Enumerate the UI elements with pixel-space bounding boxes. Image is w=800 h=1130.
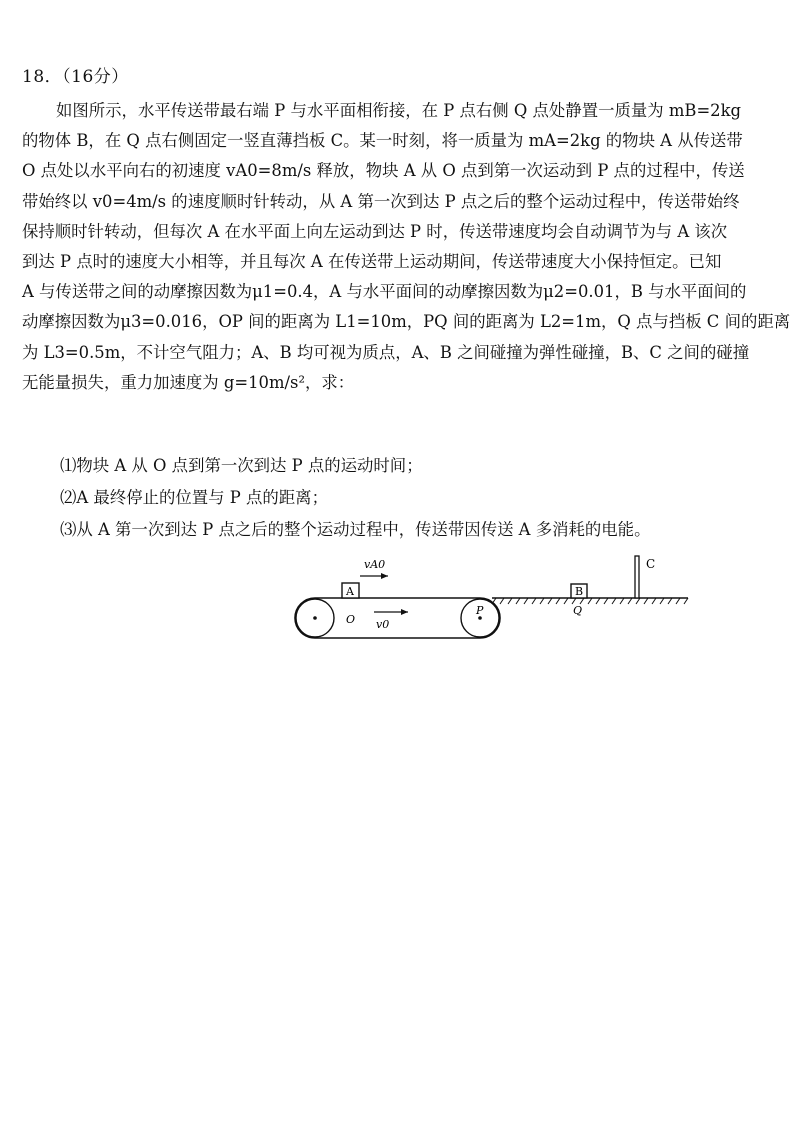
body-line: 保持顺时针转动，但每次 A 在水平面上向左运动到达 P 时，传送带速度均会自动调节为与 A 该次	[22, 221, 728, 241]
ground-hatching	[492, 598, 688, 604]
sub-question-2: ⑵A 最终停止的位置与 P 点的距离；	[60, 488, 328, 507]
point-q-label: Q	[573, 604, 583, 617]
body-line: 如图所示，水平传送带最右端 P 与水平面相衔接，在 P 点右侧 Q 点处静置一质量为 mB=2kg	[56, 101, 742, 120]
block-a-label: A	[346, 585, 354, 598]
v0-label: v0	[376, 618, 390, 631]
sub-question-1: ⑴物块 A 从 O 点到第一次到达 P 点的运动时间；	[60, 456, 423, 475]
body-line: O 点处以水平向右的初速度 vA0=8m/s 释放，物块 A 从 O 点到第一次运动到 P 点的过程中，传送	[22, 161, 745, 181]
v0-arrowhead	[401, 609, 408, 615]
plate-c	[635, 556, 639, 598]
point-o-label: O	[346, 613, 356, 626]
plate-c-label: C	[646, 557, 656, 571]
body-line: 的物体 B，在 Q 点右侧固定一竖直薄挡板 C。某一时刻，将一质量为 mA=2kg 的物块 A 从传送带	[22, 131, 743, 151]
va0-label: vA0	[364, 558, 386, 571]
body-line: 到达 P 点时的速度大小相等，并且每次 A 在传送带上运动期间，传送带速度大小保持恒定。已知	[22, 251, 722, 271]
question-body	[22, 96, 791, 398]
point-p-label: P	[476, 604, 484, 617]
va0-arrowhead	[381, 573, 388, 579]
left-pulley-axle	[313, 616, 317, 620]
body-line: 无能量损失，重力加速度为 g=10m/s²，求：	[22, 372, 355, 392]
body-line: 动摩擦因数为μ3=0.016，OP 间的距离为 L1=10m，PQ 间的距离为 L2=1m，Q 点与挡板 C 间的距离	[22, 312, 791, 332]
body-line: A 与传送带之间的动摩擦因数为μ1=0.4，A 与水平面间的动摩擦因数为μ2=0.01，B 与水平面间的	[22, 282, 747, 302]
body-line: 为 L3=0.5m，不计空气阻力；A、B 均可视为质点，A、B 之间碰撞为弹性碰撞，B、C 之间的碰撞	[22, 342, 750, 362]
body-line: 带始终以 v0=4m/s 的速度顺时针转动，从 A 第一次到达 P 点之后的整个运动过程中，传送带始终	[22, 191, 740, 211]
conveyor-belt	[295, 598, 500, 638]
sub-question-3: ⑶从 A 第一次到达 P 点之后的整个运动过程中，传送带因传送 A 多消耗的电能。	[60, 520, 651, 539]
question-number: 18．（16分）	[22, 67, 129, 87]
block-b-label: B	[575, 585, 584, 598]
conveyor-diagram	[280, 548, 700, 658]
